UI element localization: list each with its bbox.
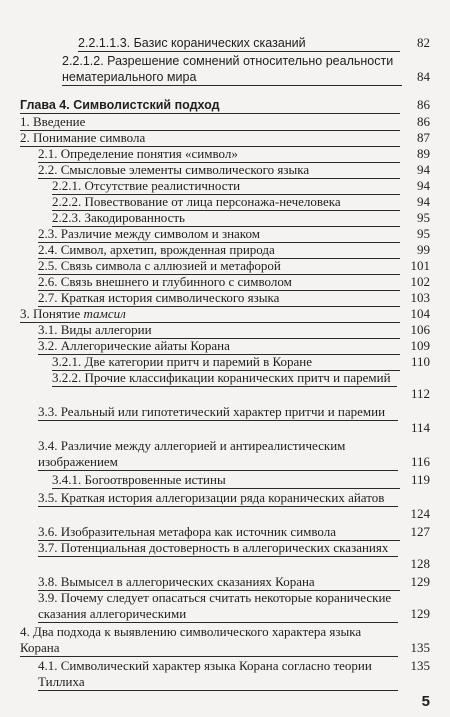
toc-page-number: 109: [410, 338, 430, 353]
toc-page-number: 82: [417, 35, 430, 50]
toc-entry: [78, 35, 400, 52]
toc-entry: [38, 162, 400, 179]
toc-chapter-entry: [20, 97, 400, 114]
toc-entry: [38, 490, 398, 507]
toc-page-number: 128: [410, 556, 430, 571]
toc-entry-title: 2.2. Смысловые элементы символического языка: [38, 162, 310, 177]
toc-entry-title: 2.2.3. Закодированность: [52, 210, 185, 225]
toc-entry: [38, 658, 398, 691]
toc-page-number: 114: [410, 420, 430, 435]
toc-entry-title: 2.6. Связь внешнего и глубинного с символом: [38, 274, 292, 289]
toc-entry-title: Глава 4. Символистский подход: [20, 98, 220, 112]
toc-page-number: 86: [417, 114, 430, 129]
toc-page-number: 86: [417, 97, 430, 112]
toc-page-number: 124: [410, 506, 430, 521]
toc-page-number: 94: [417, 178, 430, 193]
toc-page-number: 87: [417, 130, 430, 145]
toc-entry: [38, 322, 400, 339]
toc-page-number: 116: [410, 454, 430, 469]
toc-page-number: 84: [417, 69, 430, 84]
toc-entry-title: 3.4.1. Богоотвровенные истины: [52, 472, 226, 487]
toc-entry: [38, 146, 400, 163]
toc-entry-title: 2. Понимание символа: [20, 130, 146, 145]
toc-entry: [38, 524, 400, 541]
toc-page-number: 135: [410, 640, 430, 655]
page-number: 5: [421, 693, 430, 710]
toc-page-number: 104: [410, 306, 430, 321]
toc-entry-title: 2.1. Определение понятия «символ»: [38, 146, 238, 161]
toc-entry-title: 2.5. Связь символа с аллюзией и метафорой: [38, 258, 281, 273]
toc-entry: [52, 194, 400, 211]
toc-page-number: 95: [417, 210, 430, 225]
toc-entry: [20, 114, 400, 131]
toc-entry-title: 2.2.1. Отсутствие реалистичности: [52, 178, 241, 193]
toc-entry: [38, 438, 398, 471]
toc-entry-term: тамсил: [83, 306, 126, 321]
toc-entry-title: 3.4. Различие между аллегорией и антиреалистическим изображением: [38, 438, 346, 469]
toc-entry-title: 2.2.2. Повествование от лица персонажа-нечеловека: [52, 194, 341, 209]
toc-page-number: 129: [410, 606, 430, 621]
toc-entry-title: 3.9. Почему следует опасаться считать некоторые коранические сказания аллегорическими: [38, 590, 392, 621]
toc-entry: [38, 242, 400, 259]
toc-entry: [52, 210, 400, 227]
toc-page-number: 102: [410, 274, 430, 289]
toc-entry-title: 3.2.2. Прочие классификации коранических притч и паремий: [52, 370, 391, 385]
toc-entry-title: 2.2.1.2. Разрешение сомнений относительно реальности нематериального мира: [62, 54, 394, 84]
toc-page-number: 129: [410, 574, 430, 589]
toc-entry-title: 3.3. Реальный или гипотетический характер притчи и паремии: [38, 404, 386, 419]
toc-entry: [52, 178, 400, 195]
toc-entry: [38, 404, 398, 421]
toc-page-number: 94: [417, 162, 430, 177]
toc-page-number: 89: [417, 146, 430, 161]
toc-entry: [20, 624, 398, 657]
toc-entry: [62, 53, 402, 86]
toc-page-number: 135: [410, 658, 430, 673]
toc-entry: [38, 540, 398, 557]
toc-page-number: 110: [410, 354, 430, 369]
toc-entry-title: 3.5. Краткая история аллегоризации ряда коранических айатов: [38, 490, 385, 505]
toc-entry-title: 3. Понятие: [20, 306, 84, 321]
toc-entry-title: 3.2. Аллегорические айаты Корана: [38, 338, 230, 353]
toc-entry-title: 2.2.1.1.3. Базис коранических сказаний: [78, 36, 306, 50]
toc-page-number: 127: [410, 524, 430, 539]
toc-page-number: 94: [417, 194, 430, 209]
toc-entry-title: 3.8. Вымысел в аллегорических сказаниях Корана: [38, 574, 315, 589]
toc-entry: [38, 338, 400, 355]
toc-entry: [38, 574, 400, 591]
toc-entry-title: 4.1. Символический характер языка Корана согласно теории Тиллиха: [38, 658, 372, 689]
toc-entry: [38, 274, 400, 291]
toc-entry-title: 2.7. Краткая история символического языка: [38, 290, 280, 305]
toc-entry-title: 3.1. Виды аллегории: [38, 322, 152, 337]
toc-entry-title: 4. Два подхода к выявлению символического характера языка Корана: [20, 624, 362, 655]
toc-entry-title: 2.4. Символ, архетип, врожденная природа: [38, 242, 275, 257]
toc-entry: [52, 370, 397, 387]
toc-entry: [38, 590, 398, 623]
toc-entry-title: 3.6. Изобразительная метафора как источник символа: [38, 524, 337, 539]
toc-entry: [20, 130, 400, 147]
toc-entry-title: 2.3. Различие между символом и знаком: [38, 226, 260, 241]
toc-entry: [38, 226, 400, 243]
toc-page-number: 95: [417, 226, 430, 241]
toc-page-number: 99: [417, 242, 430, 257]
toc-entry: [20, 306, 400, 323]
toc-entry: [38, 290, 400, 307]
toc-entry-title: 3.7. Потенциальная достоверность в аллегорических сказаниях: [38, 540, 389, 555]
toc-page-number: 119: [410, 472, 430, 487]
toc-page-number: 112: [410, 386, 430, 401]
toc-page-number: 101: [410, 258, 430, 273]
toc-entry-title: 1. Введение: [20, 114, 86, 129]
toc-page-number: 106: [410, 322, 430, 337]
toc-entry: [38, 258, 400, 275]
toc-entry-title: 3.2.1. Две категории притч и паремий в Коране: [52, 354, 313, 369]
toc-entry: [52, 472, 400, 489]
toc-entry: [52, 354, 400, 371]
toc-page-number: 103: [410, 290, 430, 305]
